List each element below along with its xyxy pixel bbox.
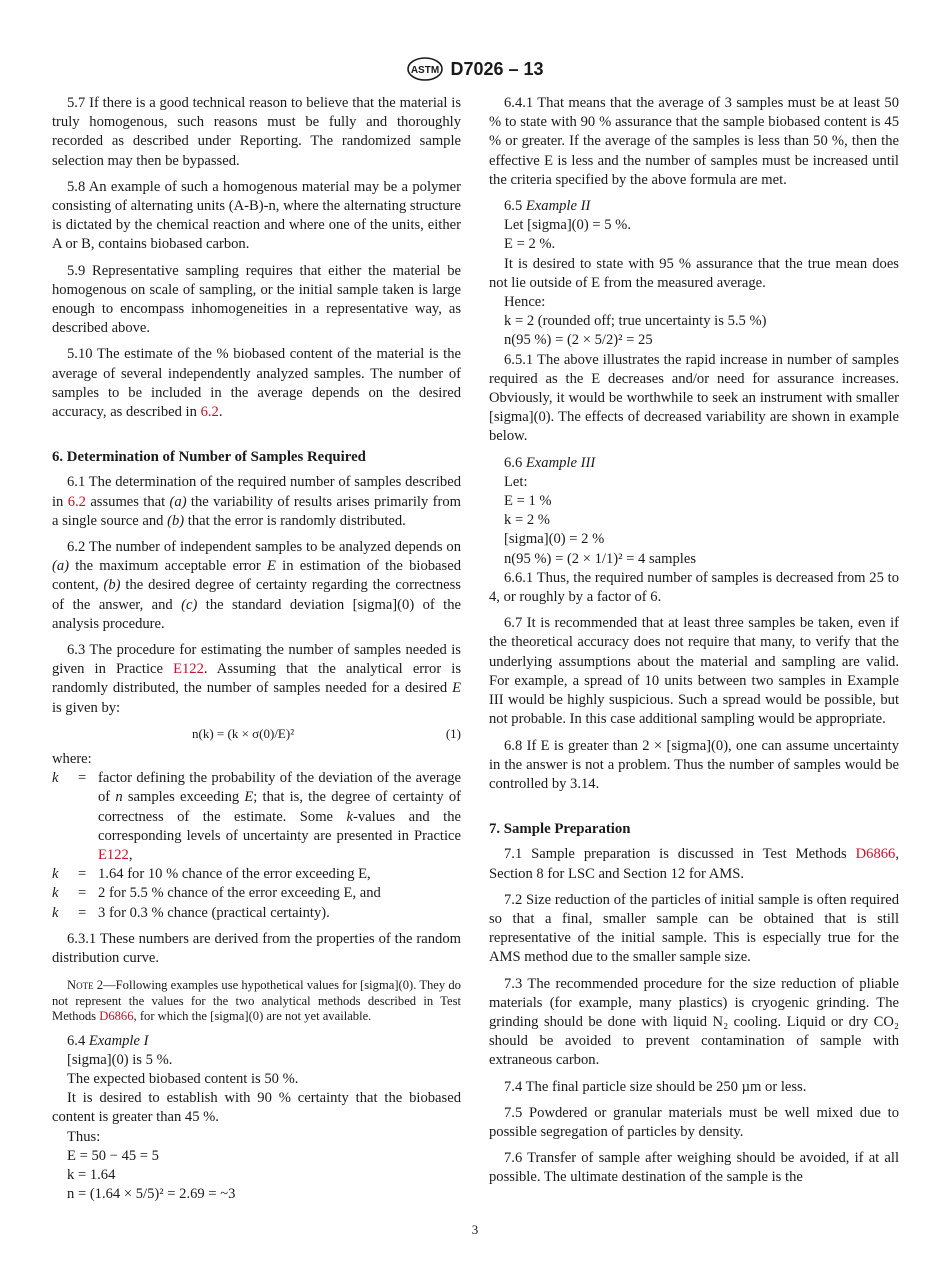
para-6-3: 6.3 The procedure for estimating the number of samples needed is given in Practice E122. Assuming that the analytical error is randomly distributed, the number of samples needed for a desired E is given by: <box>52 642 462 716</box>
equation-1 <box>52 724 461 744</box>
example-line: E = 2 %. <box>504 236 556 253</box>
definition-row: k = 1.64 for 10 % chance of the error exceeding E, <box>52 866 371 883</box>
definition-row: k = factor defining the probability of the deviation of the average of n samples exceeding E; that is, the degree of certainty of correctness of the estimate. Some k-values and the corresponding levels of uncertainty are presented in Practice E122, <box>52 770 461 863</box>
example-line: The expected biobased content is 50 %. <box>67 1071 299 1088</box>
example-line: [sigma](0) = 2 % <box>504 531 605 548</box>
example-line: It is desired to state with 95 % assurance that the true mean does not lie outside of E from the measured average. <box>489 255 899 291</box>
para-6-1: 6.1 The determination of the required number of samples described in 6.2 assumes that (a) the variability of results arises primarily from a single source and (b) that the error is randomly distributed. <box>52 474 461 529</box>
ref-d6866-link[interactable]: D6866 <box>99 1009 134 1024</box>
example-line: [sigma](0) is 5 %. <box>67 1051 173 1068</box>
para-5-7: 5.7 If there is a good technical reason to believe that the material is truly homogenous, such reasons must be fully and thoroughly recorded as described under Reporting. The randomized sample selection may then be bypassed. <box>52 95 461 169</box>
ref-6-2-link[interactable]: 6.2 <box>67 493 86 510</box>
para-5-10: 5.10 The estimate of the % biobased content of the material is the average of several independently analyzed samples. The number of samples to be included in the average depends on the desired accuracy, as described in 6.2. <box>52 346 461 421</box>
para-7-5: 7.5 Powdered or granular materials must be well mixed due to possible segregation of particles by density. <box>489 1104 899 1140</box>
document-code: D7026 – 13 <box>450 58 544 79</box>
para-6-6-1: 6.6.1 Thus, the required number of samples is decreased from 25 to 4, or roughly by a factor of 6. <box>489 569 899 606</box>
astm-logo-icon <box>406 57 444 81</box>
ref-e122-link[interactable]: E122 <box>173 661 204 678</box>
example-line: Let: <box>504 473 528 490</box>
note-2: Note 2—Following examples use hypothetical values for [sigma](0). They do not represent the values for the two analytical methods described in Test Methods D6866, for which the [sigma](0) are not yet available. <box>52 978 461 1024</box>
para-5-9: 5.9 Representative sampling requires that either the material be homogenous on scale of sampling, or the initial sample taken is large enough to encompass inhomogeneities in a representative way, as described above. <box>52 262 461 337</box>
para-7-4: 7.4 The final particle size should be 250 µm or less. <box>504 1078 807 1095</box>
page-number: 3 <box>471 1222 479 1237</box>
definition-list <box>52 769 461 923</box>
section-6-heading: 6. Determination of Number of Samples Required <box>52 449 366 466</box>
definition-row: k = 2 for 5.5 % chance of the error exceeding E, and <box>52 885 381 902</box>
para-5-8: 5.8 An example of such a homogenous material may be a polymer consisting of alternating units (A-B)-n, where the alternating structure is dictated by the chemical reaction and where one of the units, either A or B, contains biobased carbon. <box>52 178 461 253</box>
para-6-8: 6.8 If E is greater than 2 × [sigma](0), one can assume uncertainty in the answer is not a problem. Thus the number of samples would be controlled by 3.14. <box>489 737 899 792</box>
para-6-5-1: 6.5.1 The above illustrates the rapid increase in number of samples required as the E decreases and/or need for assurance increases. Obviously, it would be worthwhile to seek an instrument with smaller [sigma](0). The effects of decreased variability are shown in example below. <box>489 351 899 445</box>
para-6-6: 6.6 Example III <box>504 454 596 471</box>
para-7-1: 7.1 Sample preparation is discussed in Test Methods D6866, Section 8 for LSC and Section 12 for AMS. <box>489 846 899 882</box>
ref-6-2-link[interactable]: 6.2 <box>200 404 219 421</box>
example-line: E = 50 − 45 = 5 <box>67 1147 159 1164</box>
example-line: Thus: <box>67 1128 101 1145</box>
ref-d6866-link[interactable]: D6866 <box>855 846 896 863</box>
para-6-4-1: 6.4.1 That means that the average of 3 samples must be at least 50 % to state with 90 % assurance that the sample biobased content is 45 % or greater. If the average of the samples is less than 50 %, then the effective E is less and the number of samples must be increased until the criteria specified by the above formula are met. <box>489 95 899 188</box>
definition-row: k = 3 for 0.3 % chance (practical certainty). <box>52 904 330 921</box>
equation-number: (1) <box>445 725 461 741</box>
para-7-3: 7.3 The recommended procedure for the size reduction of pliable materials (for example, many plastics) is cryogenic grinding. The grinding should be done with liquid N₂ cooling. Liquid or dry CO₂ should be avoided to prevent contamination of sample with extraneous carbon. <box>489 975 899 1069</box>
example-line: k = 2 % <box>504 512 550 529</box>
where-label: where: <box>52 750 92 767</box>
equation-expression: n(k) = (k × σ(0)/E)² <box>192 725 295 741</box>
para-6-7: 6.7 It is recommended that at least three samples be taken, even if the theoretical accuracy does not require that many, to verify that the underlying assumptions about the material and sampling are valid. For example, a spread of 10 units between two samples in Example III would be highly suspicious. Such a spread would be possible, but not probable. In this case additional sampling would be appropriate. <box>489 615 899 728</box>
para-7-6: 7.6 Transfer of sample after weighing should be avoided, if at all possible. The ultimate destination of the sample is the <box>489 1150 899 1186</box>
example-line: E = 1 % <box>504 493 552 510</box>
example-line: n = (1.64 × 5/5)² = 2.69 = ~3 <box>67 1186 236 1203</box>
example-line: n(95 %) = (2 × 1/1)² = 4 samples <box>504 550 696 567</box>
para-6-2: 6.2 The number of independent samples to be analyzed depends on (a) the maximum acceptable error E in estimation of the biobased content, (b) the desired degree of certainty regarding the correctness of the answer, and (c) the standard deviation [sigma](0) of the analysis procedure. <box>52 539 462 632</box>
page-header <box>0 56 950 82</box>
example-line: k = 1.64 <box>67 1167 116 1184</box>
ref-e122-link[interactable]: E122 <box>98 846 129 863</box>
example-line: Let [sigma](0) = 5 %. <box>504 217 631 234</box>
example-line: k = 2 (rounded off; true uncertainty is 5.5 %) <box>504 313 767 330</box>
example-line: n(95 %) = (2 × 5/2)² = 25 <box>504 332 653 349</box>
left-column <box>52 94 461 1204</box>
para-6-3-1: 6.3.1 These numbers are derived from the properties of the random distribution curve. <box>52 930 461 966</box>
para-6-5: 6.5 Example II <box>504 198 591 215</box>
para-7-2: 7.2 Size reduction of the particles of initial sample is often required so that a final, smaller sample can be obtained that is still representative of the initial sample. This is especially true for the AMS method due to the smaller sample size. <box>489 891 899 966</box>
example-line: It is desired to establish with 90 % certainty that the biobased content is greater than 45 %. <box>52 1090 461 1126</box>
example-line: Hence: <box>504 294 546 311</box>
section-7-heading: 7. Sample Preparation <box>489 821 631 838</box>
para-6-4: 6.4 Example I <box>67 1032 149 1049</box>
svg-text:ASTM: ASTM <box>411 65 440 76</box>
right-column <box>489 94 899 1188</box>
